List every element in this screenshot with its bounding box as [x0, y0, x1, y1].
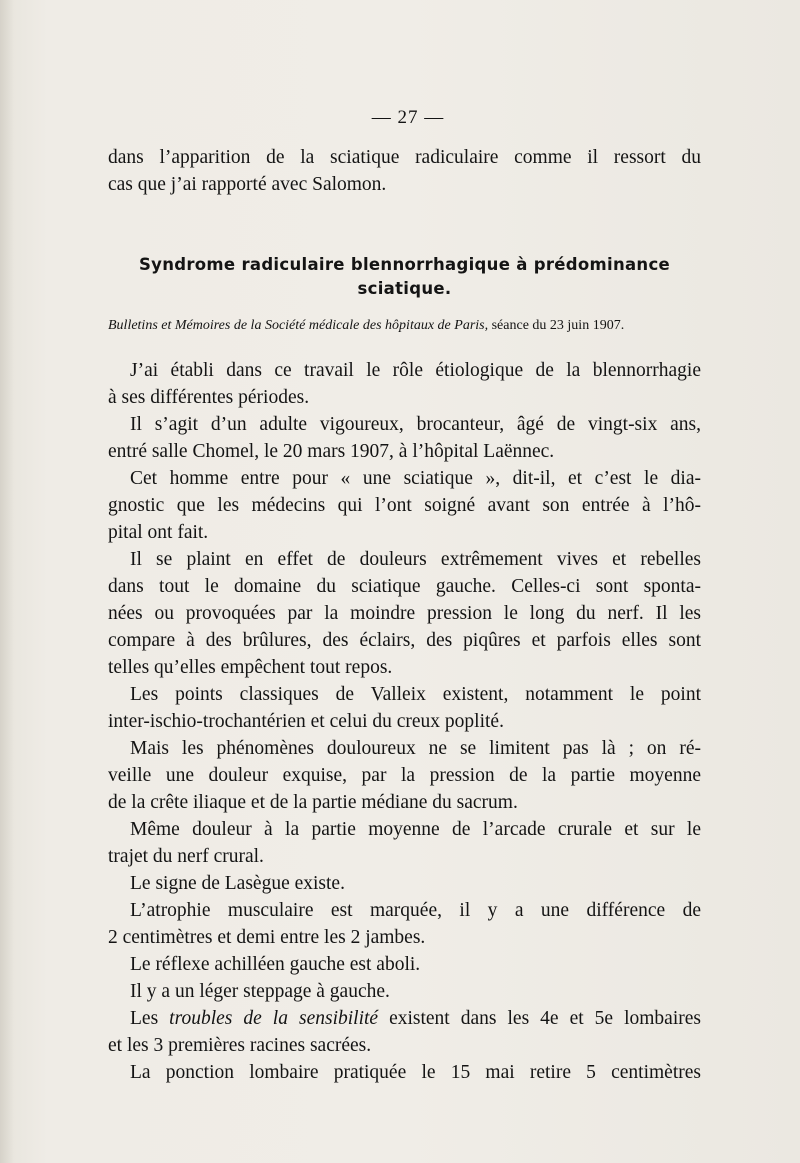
text-line: Il s’agit d’un adulte vigoureux, brocanteur, âgé de vingt-six ans,	[130, 414, 701, 435]
text-line: Cet homme entre pour « une sciatique », dit-il, et c’est le dia-	[130, 468, 701, 489]
citation-detail: séance du 23 juin 1907.	[488, 318, 625, 333]
heading-line: sciatique.	[357, 279, 452, 298]
text-line: cas que j’ai rapporté avec Salomon.	[108, 174, 387, 195]
text-line: Même douleur à la partie moyenne de l’arcade crurale et sur le	[130, 819, 701, 840]
text-line: J’ai établi dans ce travail le rôle étiologique de la blennorrhagie	[130, 360, 701, 381]
page-number: — 27 —	[371, 107, 445, 128]
binding-shadow	[0, 0, 14, 1163]
text-line: dans l’apparition de la sciatique radiculaire comme il ressort du	[108, 147, 701, 168]
text-line: compare à des brûlures, des éclairs, des piqûres et parfois elles sont	[108, 630, 701, 651]
text-line: et les 3 premières racines sacrées.	[108, 1035, 372, 1056]
intro-paragraph	[108, 144, 701, 198]
text-line: Les points classiques de Valleix existent, notamment le point	[130, 684, 701, 705]
text-segment: Les	[130, 1008, 170, 1029]
text-line: Mais les phénomènes douloureux ne se limitent pas là ; on ré-	[130, 738, 701, 759]
italic-phrase: troubles de la sensibilité	[169, 1008, 379, 1029]
text-line: Le réflexe achilléen gauche est aboli.	[130, 954, 421, 975]
citation	[108, 316, 701, 336]
text-line: nées ou provoquées par la moindre pression le long du nerf. Il les	[108, 603, 701, 624]
text-line: entré salle Chomel, le 20 mars 1907, à l’hôpital Laënnec.	[108, 441, 555, 462]
heading-line: Syndrome radiculaire blennorrhagique à prédominance	[138, 255, 671, 274]
text-line: Il se plaint en effet de douleurs extrêmement vives et rebelles	[130, 549, 701, 570]
section-heading	[108, 253, 701, 301]
text-line: gnostic que les médecins qui l’ont soigné avant son entrée à l’hô-	[108, 495, 701, 516]
text-segment: existent dans les 4e et 5e lombaires	[378, 1008, 701, 1029]
text-line: à ses différentes périodes.	[108, 387, 310, 408]
text-line: pital ont fait.	[108, 522, 209, 543]
citation-source: Bulletins et Mémoires de la Société médicale des hôpitaux de Paris,	[108, 318, 489, 333]
text-line: trajet du nerf crural.	[108, 846, 264, 867]
text-line: veille une douleur exquise, par la pression de la partie moyenne	[108, 765, 701, 786]
text-line: Il y a un léger steppage à gauche.	[130, 981, 390, 1002]
text-line: de la crête iliaque et de la partie médiane du sacrum.	[108, 792, 518, 813]
text-line	[108, 1005, 701, 1032]
text-line: L’atrophie musculaire est marquée, il y a une différence de	[130, 900, 701, 921]
text-line: inter-ischio-trochantérien et celui du creux poplité.	[108, 711, 504, 732]
text-line: La ponction lombaire pratiquée le 15 mai retire 5 centimètres	[130, 1062, 701, 1083]
text-line: telles qu’elles empêchent tout repos.	[108, 657, 393, 678]
body-text	[108, 357, 701, 1086]
text-line: Le signe de Lasègue existe.	[130, 873, 345, 894]
text-line: dans tout le domaine du sciatique gauche. Celles-ci sont sponta-	[108, 576, 701, 597]
text-line: 2 centimètres et demi entre les 2 jambes.	[108, 927, 426, 948]
